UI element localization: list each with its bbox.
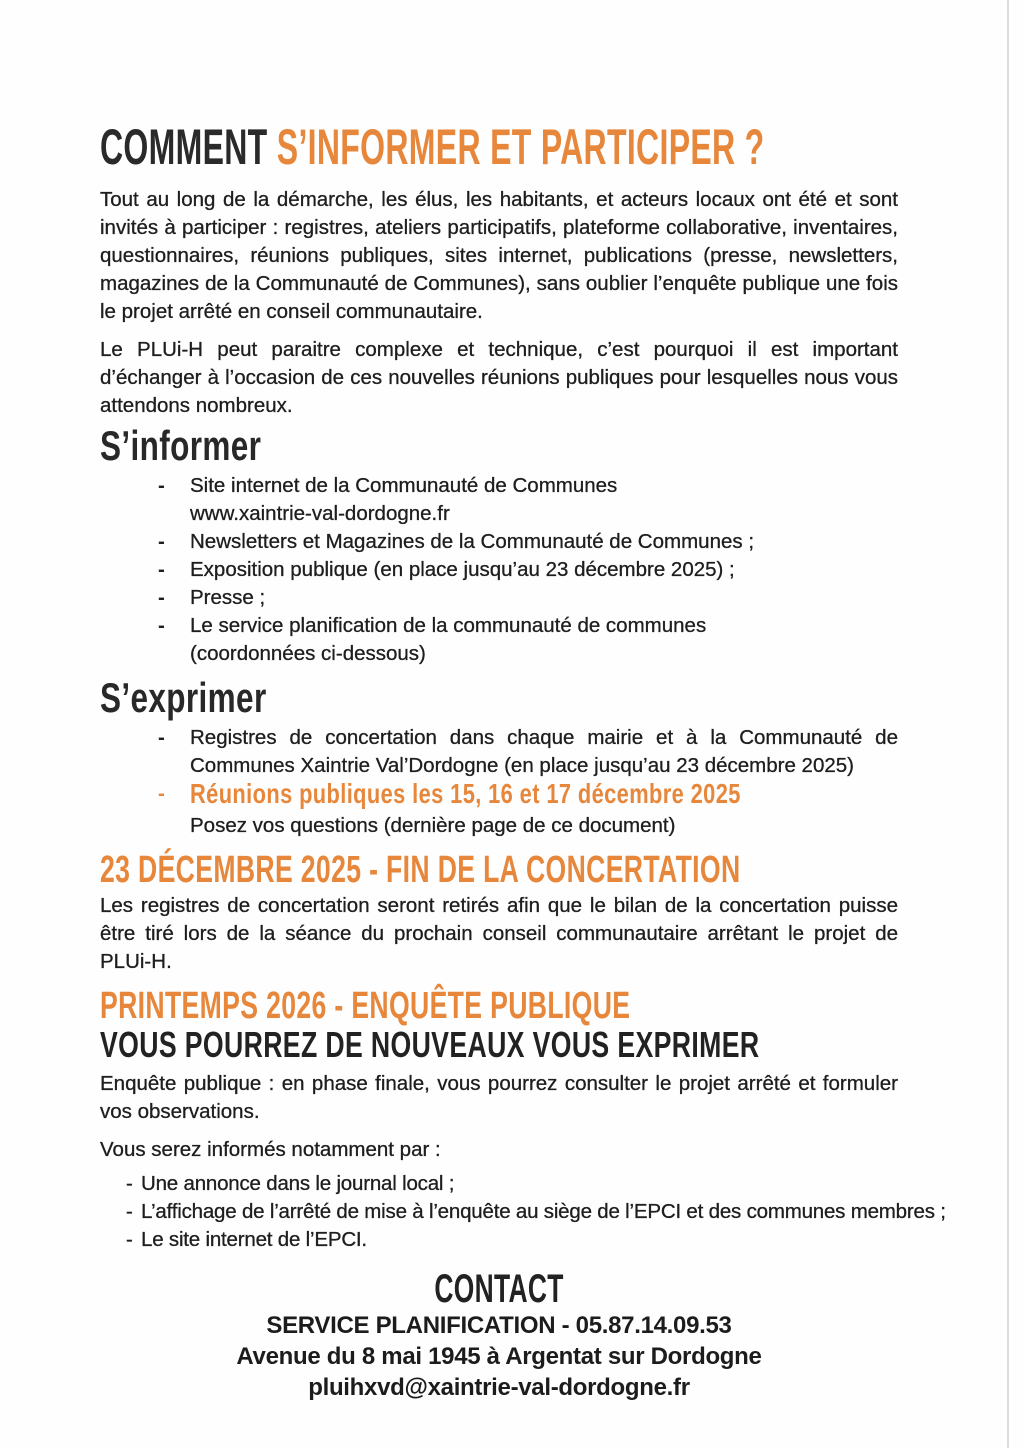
- list-item-reunions: [158, 780, 898, 840]
- sexprimer-list: [158, 724, 898, 840]
- page-title: [100, 119, 898, 175]
- dash-bullet: -: [158, 558, 165, 581]
- sinformer-list: [158, 472, 898, 668]
- intro-paragraph-1: Tout au long de la démarche, les élus, les habitants, et acteurs locaux ont été et sont invités à participer : registres, ateliers participatifs, plateforme collaborative, inventaires, questionnaires, réunions publiques, sites internet, publications (presse, newsletters, magazines de la Communauté de Communes), sans oublier l’enquête publique une fois le projet arrêté en conseil communautaire.: [100, 188, 898, 323]
- heading-printemps-enquete: PRINTEMPS 2026 - ENQUÊTE PUBLIQUE: [100, 985, 631, 1027]
- dash-bullet: -: [158, 614, 165, 637]
- contact-heading: CONTACT: [434, 1267, 564, 1311]
- informes-intro: Vous serez informés notamment par :: [100, 1138, 441, 1161]
- list-item: [158, 556, 898, 584]
- heading-fin-concertation: 23 DÉCEMBRE 2025 - FIN DE LA CONCERTATION: [100, 849, 741, 891]
- enquete-paragraph: Enquête publique : en phase finale, vous pourrez consulter le projet arrêté et formuler vos observations.: [100, 1072, 898, 1123]
- dash-bullet: -: [158, 782, 165, 805]
- dash-bullet: -: [158, 474, 165, 497]
- list-item-line: (coordonnées ci-dessous): [190, 642, 426, 665]
- list-item: [126, 1198, 946, 1226]
- list-item-line: Le service planification de la communauté de communes: [190, 614, 707, 637]
- list-item-line: L’affichage de l’arrêté de mise à l’enquête au siège de l’EPCI et des communes membres ;: [141, 1200, 946, 1223]
- list-item: [158, 528, 898, 556]
- page-title-black: COMMENT: [100, 119, 268, 175]
- contact-email: pluihxvd@xaintrie-val-dordogne.fr: [308, 1374, 690, 1401]
- dash-bullet: -: [126, 1200, 133, 1223]
- contact-address: Avenue du 8 mai 1945 à Argentat sur Dordogne: [236, 1343, 762, 1370]
- contact-section: [100, 1268, 898, 1403]
- list-item-line: Une annonce dans le journal local ;: [141, 1172, 455, 1195]
- dash-bullet: -: [158, 586, 165, 609]
- list-item-line: Site internet de la Communauté de Communes: [190, 474, 618, 497]
- page-title-orange: S’INFORMER ET PARTICIPER ?: [276, 119, 765, 175]
- list-item-line: Le site internet de l’EPCI.: [141, 1228, 367, 1251]
- list-item-line: Registres de concertation dans chaque mairie et à la Communauté de Communes Xaintrie Val’Dordogne (en place jusqu’au 23 décembre 2025): [190, 726, 898, 777]
- list-item-note: Posez vos questions (dernière page de ce document): [190, 814, 676, 837]
- list-item: [126, 1226, 898, 1254]
- reunions-publiques-highlight: Réunions publiques les 15, 16 et 17 décembre 2025: [190, 778, 741, 809]
- list-item-line: Presse ;: [190, 586, 266, 609]
- section-heading-sinformer: S’informer: [100, 422, 262, 469]
- heading-vous-exprimer: VOUS POURREZ DE NOUVEAUX VOUS EXPRIMER: [100, 1024, 760, 1065]
- list-item: [158, 584, 898, 612]
- list-item-line: Newsletters et Magazines de la Communauté de Communes ;: [190, 530, 755, 553]
- contact-service-phone: SERVICE PLANIFICATION - 05.87.14.09.53: [266, 1312, 732, 1339]
- dash-bullet: -: [126, 1228, 133, 1251]
- flyer-content: [100, 0, 946, 1403]
- informes-list: [126, 1170, 946, 1254]
- dash-bullet: -: [126, 1172, 133, 1195]
- list-item: [158, 612, 898, 668]
- list-item: [158, 472, 898, 528]
- intro-paragraph-2: Le PLUi-H peut paraitre complexe et technique, c’est pourquoi il est important d’échanger à l’occasion de ces nouvelles réunions publiques pour lesquelles nous vous attendons nombreux.: [100, 338, 898, 417]
- fin-concertation-paragraph: Les registres de concertation seront retirés afin que le bilan de la concertation puisse être tiré lors de la séance du prochain conseil communautaire arrêtant le projet de PLUi-H.: [100, 894, 898, 973]
- scan-artifact-line: [1007, 0, 1009, 1448]
- list-item: [126, 1170, 898, 1198]
- list-item-line: Exposition publique (en place jusqu’au 23 décembre 2025) ;: [190, 558, 735, 581]
- section-heading-sexprimer: S’exprimer: [100, 674, 267, 721]
- list-item: [158, 724, 898, 780]
- dash-bullet: -: [158, 726, 165, 749]
- dash-bullet: -: [158, 530, 165, 553]
- list-item-line-url: www.xaintrie-val-dordogne.fr: [190, 502, 450, 525]
